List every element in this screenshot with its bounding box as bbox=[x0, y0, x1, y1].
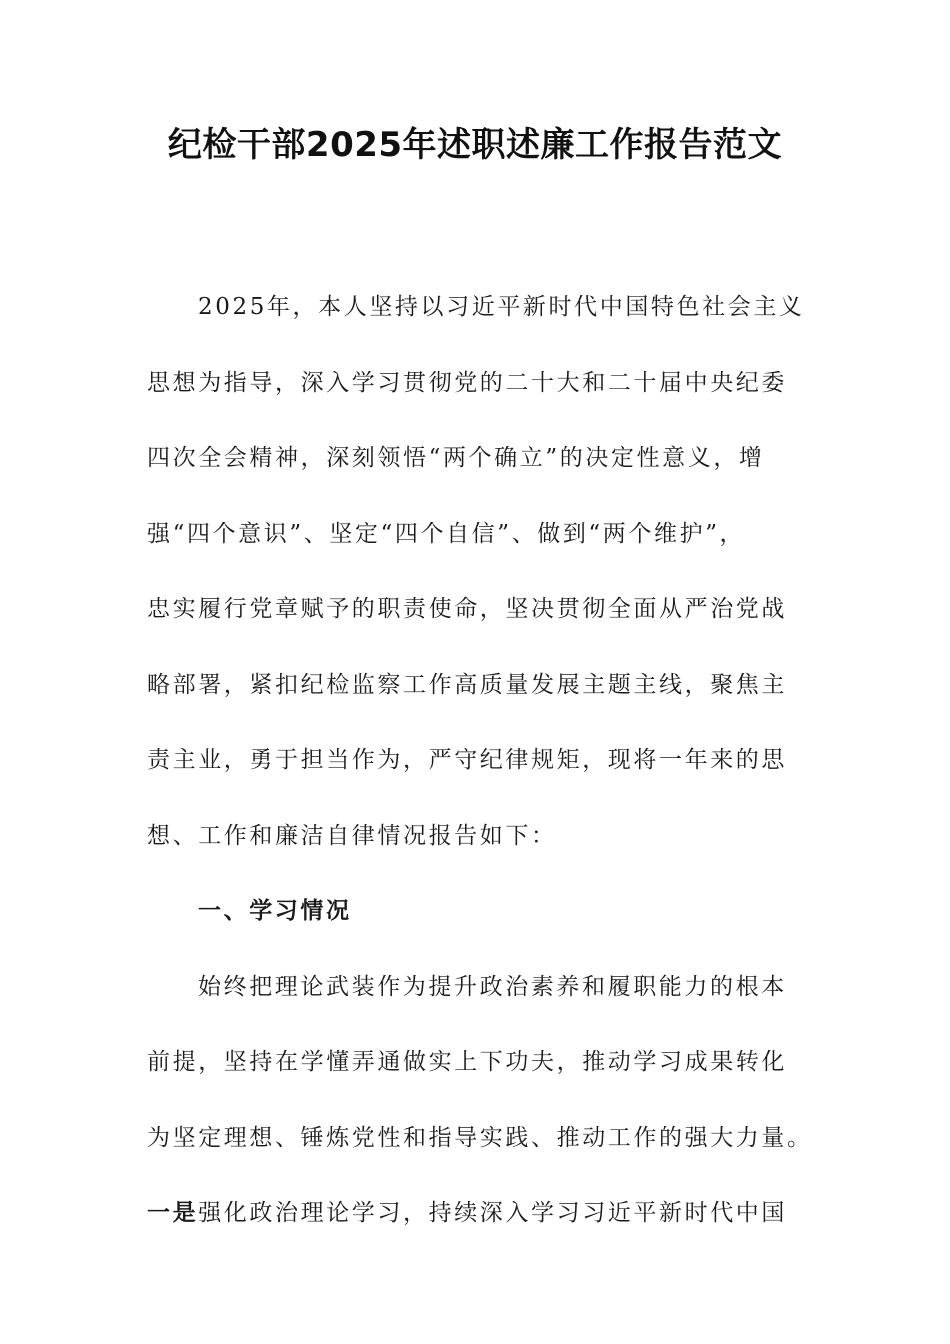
point1-text: 强化政治理论学习，持续深入学习习近平新时代中国 bbox=[198, 1200, 788, 1226]
section-heading-text: 一、学习情况 bbox=[198, 898, 352, 924]
intro-line: 责主业，勇于担当作为，严守纪律规矩，现将一年来的思 bbox=[147, 747, 787, 773]
section1-paragraph bbox=[147, 950, 813, 1252]
document-title: 纪检干部2025年述职述廉工作报告范文 bbox=[167, 125, 783, 165]
intro-line: 2025年，本人坚持以习近平新时代中国特色社会主义 bbox=[198, 294, 805, 320]
intro-line: 略部署，紧扣纪检监察工作高质量发展主题主线，聚焦主 bbox=[147, 671, 787, 698]
point1-lead: 一是 bbox=[147, 1200, 199, 1226]
point1-line bbox=[96, 1176, 797, 1252]
intro-line: 想、工作和廉洁自律情况报告如下： bbox=[147, 822, 557, 849]
intro-paragraph bbox=[147, 270, 805, 874]
intro-line: 忠实履行党章赋予的职责使命，坚决贯彻全面从严治党战 bbox=[147, 596, 787, 622]
section1-line: 为坚定理想、锤炼党性和指导实践、推动工作的强大力量。 bbox=[147, 1124, 813, 1151]
intro-line: 思想为指导，深入学习贯彻党的二十大和二十届中央纪委 bbox=[147, 369, 787, 396]
intro-line: 四次全会精神，深刻领悟“两个确立”的决定性意义，增 bbox=[147, 445, 765, 471]
document-body bbox=[147, 270, 813, 1252]
section1-line: 始终把理论武装作为提升政治素养和履职能力的根本 bbox=[198, 973, 787, 1000]
section1-line: 前提，坚持在学懂弄通做实上下功夫，推动学习成果转化 bbox=[147, 1049, 787, 1075]
intro-line: 强“四个意识”、坚定“四个自信”、做到“两个维护”， bbox=[147, 520, 746, 547]
section-heading-study bbox=[147, 874, 797, 950]
